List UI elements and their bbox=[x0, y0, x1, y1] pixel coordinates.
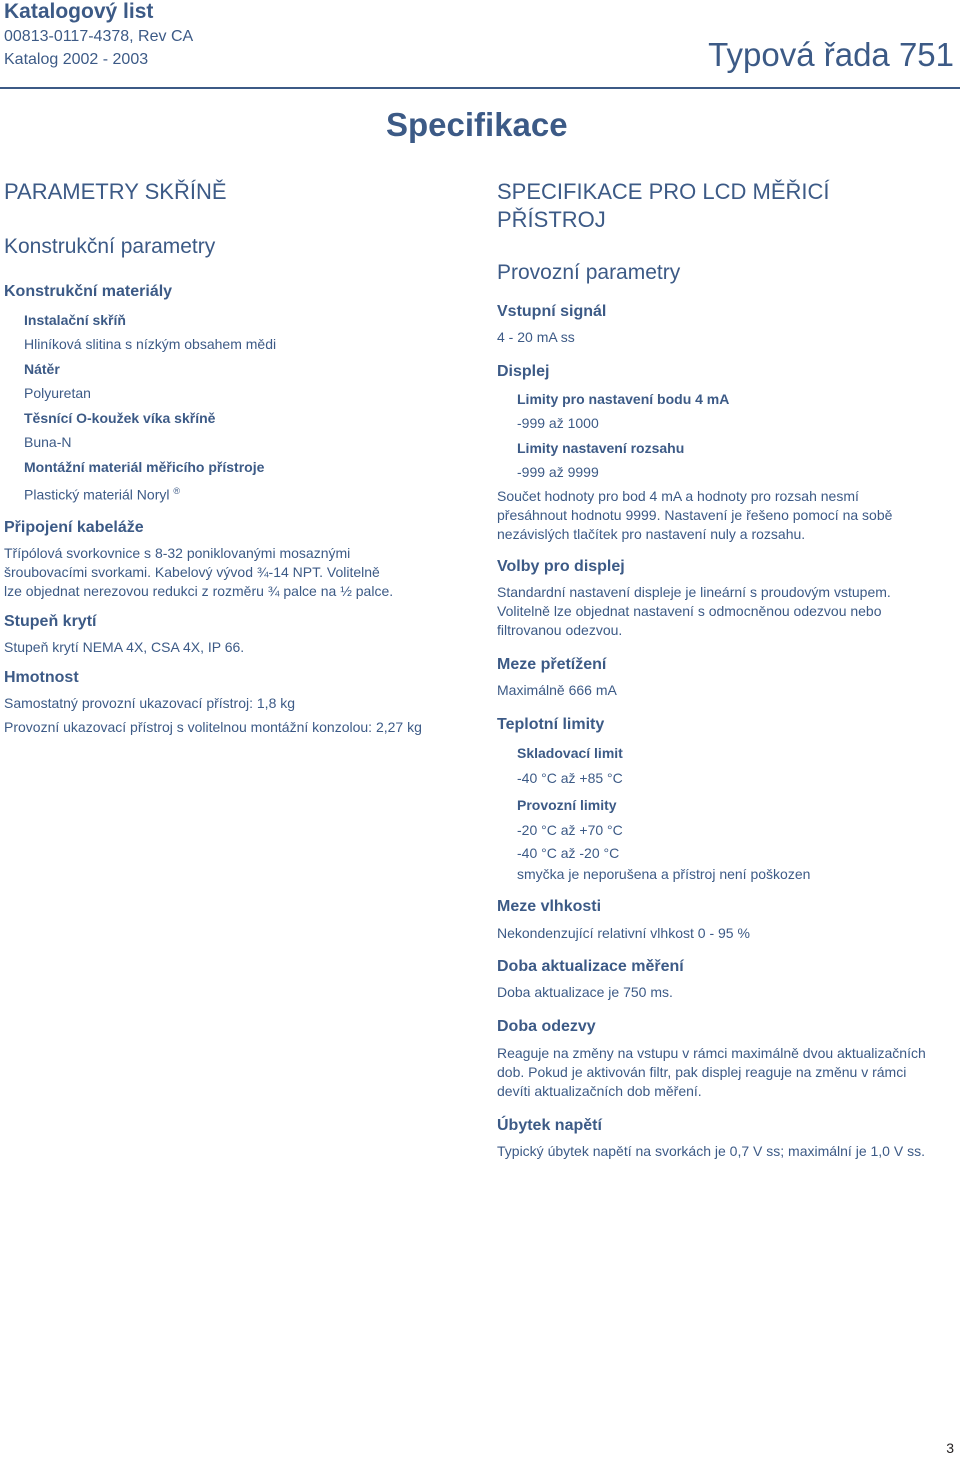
housing-parameters-column bbox=[4, 178, 464, 736]
section-title-housing: PARAMETRY SKŘÍNĚ bbox=[4, 179, 227, 204]
overload-heading: Meze přetížení bbox=[497, 656, 607, 673]
subsection-title-construction: Konstrukční parametry bbox=[4, 235, 216, 258]
display-options-line: Standardní nastavení displeje je lineární s proudovým vstupem. bbox=[497, 584, 891, 600]
document-type-title: Katalogový list bbox=[4, 0, 154, 23]
span-limit-label: Limity nastavení rozsahu bbox=[517, 440, 685, 456]
operating-limit-note: smyčka je neporušena a přístroj není poškozen bbox=[517, 866, 811, 882]
operating-limit-value: -40 °C až -20 °C bbox=[517, 845, 620, 861]
wiring-text-line: Třípólová svorkovnice s 8-32 poniklovanými mosaznými bbox=[4, 544, 351, 561]
material-label: Montážní materiál měřicího přístroje bbox=[24, 459, 265, 475]
lcd-meter-specifications-column bbox=[497, 178, 957, 1160]
weight-text-line: Samostatný provozní ukazovací přístroj: 1,8 kg bbox=[4, 694, 296, 711]
product-series: Typová řada 751 bbox=[708, 36, 954, 73]
wiring-text-line: šroubovacími svorkami. Kabelový vývod ¾-14 NPT. Volitelně bbox=[4, 563, 380, 580]
update-time-heading: Doba aktualizace měření bbox=[497, 958, 684, 975]
display-note-line: nezávislých tlačítek pro nastavení nuly a rozsahu. bbox=[497, 526, 806, 542]
catalog-years: Katalog 2002 - 2003 bbox=[4, 51, 149, 68]
storage-limit-value: -40 °C až +85 °C bbox=[517, 770, 623, 786]
protection-heading: Stupeň krytí bbox=[4, 612, 97, 630]
response-time-line: Reaguje na změny na vstupu v rámci maximálně dvou aktualizačních bbox=[497, 1045, 926, 1061]
material-label: Těsnící O-koužek víka skříně bbox=[24, 410, 216, 426]
limit-4ma-label: Limity pro nastavení bodu 4 mA bbox=[517, 391, 730, 407]
material-value: Hliníková slitina s nízkým obsahem mědi bbox=[24, 336, 277, 352]
voltage-drop-text: Typický úbytek napětí na svorkách je 0,7 V ss; maximální je 1,0 V ss. bbox=[497, 1143, 925, 1159]
display-note-line: přesáhnout hodnotu 9999. Nastavení je řešeno pomocí na sobě bbox=[497, 507, 893, 523]
span-limit-value: -999 až 9999 bbox=[517, 464, 599, 480]
materials-heading: Konstrukční materiály bbox=[4, 283, 173, 300]
operating-limit-value: -20 °C až +70 °C bbox=[517, 822, 623, 838]
response-time-heading: Doba odezvy bbox=[497, 1018, 596, 1035]
page-title: Specifikace bbox=[386, 106, 568, 143]
wiring-text-line: lze objednat nerezovou redukci z rozměru ¾ palce na ½ palce. bbox=[4, 582, 394, 599]
registered-trademark-mark: ® bbox=[173, 486, 181, 496]
response-time-line: dob. Pokud je aktivován filtr, pak displej reaguje na změnu v rámci bbox=[497, 1064, 907, 1080]
section-title-lcd-line2: PŘÍSTROJ bbox=[497, 207, 606, 232]
material-value: Polyuretan bbox=[24, 385, 91, 401]
document-number: 00813-0117-4378, Rev CA bbox=[4, 28, 194, 45]
display-options-heading: Volby pro displej bbox=[497, 558, 625, 575]
overload-text: Maximálně 666 mA bbox=[497, 682, 617, 698]
storage-limit-label: Skladovací limit bbox=[517, 745, 623, 761]
subsection-title-operating: Provozní parametry bbox=[497, 261, 681, 284]
operating-limit-label: Provozní limity bbox=[517, 797, 617, 813]
material-label: Nátěr bbox=[24, 361, 60, 377]
material-value: Buna-N bbox=[24, 434, 72, 450]
display-options-line: filtrovanou odezvou. bbox=[497, 622, 623, 638]
update-time-text: Doba aktualizace je 750 ms. bbox=[497, 984, 673, 1000]
temperature-heading: Teplotní limity bbox=[497, 716, 605, 733]
material-value: Plastický materiál Noryl bbox=[24, 486, 170, 503]
wiring-heading: Připojení kabeláže bbox=[4, 518, 144, 536]
material-value-row bbox=[24, 482, 464, 504]
input-signal-heading: Vstupní signál bbox=[497, 303, 607, 320]
limit-4ma-value: -999 až 1000 bbox=[517, 415, 599, 431]
materials-list bbox=[4, 311, 464, 504]
response-time-line: devíti aktualizačních dob měření. bbox=[497, 1083, 702, 1099]
display-options-line: Volitelně lze objednat nastavení s odmocněnou odezvou nebo bbox=[497, 603, 882, 619]
display-limits bbox=[497, 390, 957, 481]
display-heading: Displej bbox=[497, 363, 550, 380]
humidity-text: Nekondenzující relativní vlhkost 0 - 95 % bbox=[497, 925, 750, 941]
material-label: Instalační skříň bbox=[24, 312, 126, 328]
humidity-heading: Meze vlhkosti bbox=[497, 898, 602, 915]
temperature-limits bbox=[497, 744, 957, 883]
protection-text: Stupeň krytí NEMA 4X, CSA 4X, IP 66. bbox=[4, 638, 245, 655]
display-note-line: Součet hodnoty pro bod 4 mA a hodnoty pro rozsah nesmí bbox=[497, 488, 859, 504]
weight-heading: Hmotnost bbox=[4, 668, 79, 686]
voltage-drop-heading: Úbytek napětí bbox=[497, 1117, 602, 1134]
weight-text-line: Provozní ukazovací přístroj s volitelnou montážní konzolou: 2,27 kg bbox=[4, 718, 422, 735]
page-number: 3 bbox=[946, 1440, 954, 1456]
header-divider bbox=[0, 87, 960, 89]
section-title-lcd-line1: SPECIFIKACE PRO LCD MĚŘICÍ bbox=[497, 179, 830, 204]
input-signal-text: 4 - 20 mA ss bbox=[497, 329, 575, 345]
